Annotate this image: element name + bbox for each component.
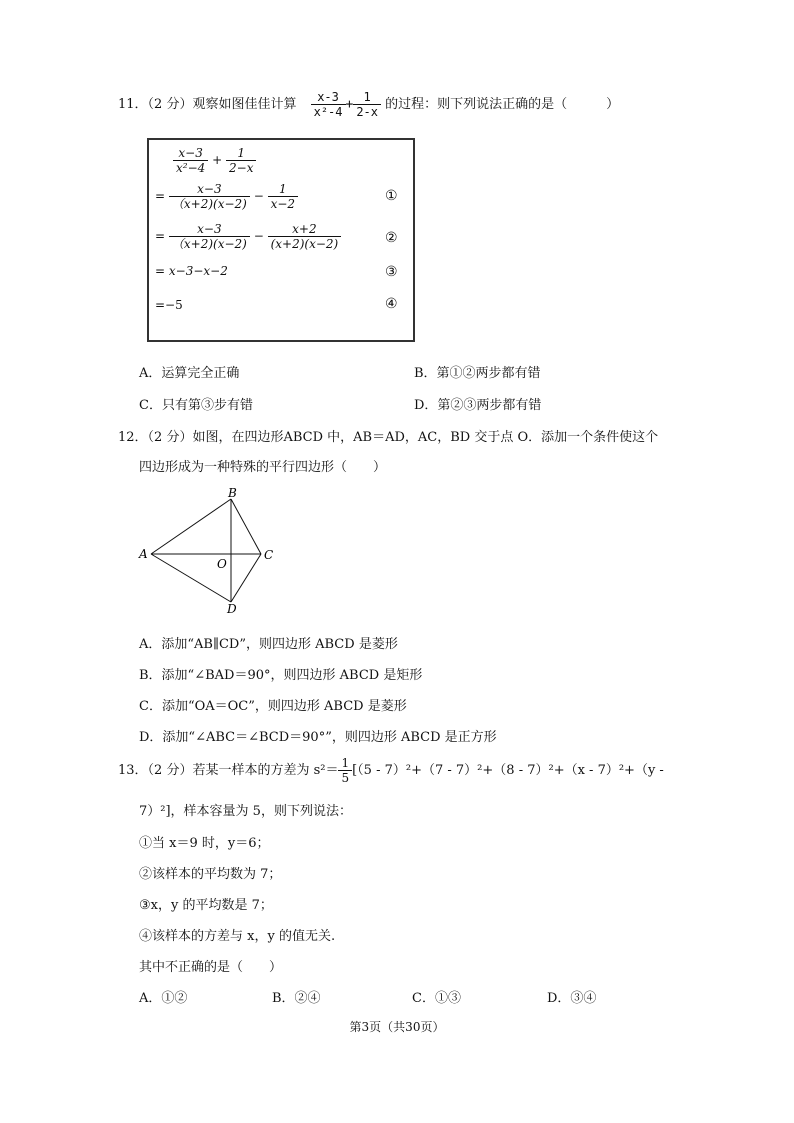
q13-option-a[interactable]: A．①② [139, 991, 188, 1006]
q11-suffix: 的过程：则下列说法正确的是（ ） [385, 97, 620, 112]
q11-option-a[interactable]: A．运算完全正确 [139, 366, 240, 381]
q13-option-c[interactable]: C．①③ [412, 991, 461, 1006]
q12-stem-line-1: 12．（2 分）如图，在四边形ABCD 中，AB＝AD，AC，BD 交于点 O．添加一个条件使这个 [118, 430, 659, 445]
q11-mark-1: ① [385, 188, 398, 204]
q13-option-d[interactable]: D．③④ [547, 991, 597, 1006]
q11-step-0: $\frac{x-3}{\text{x²−4}}$ + $\frac{1}{2-x}$ [173, 146, 256, 175]
q11-option-c[interactable]: C．只有第③步有错 [139, 398, 253, 413]
q11-prefix: 11．（2 分）观察如图佳佳计算 [118, 97, 297, 112]
q11-step-4: =−5 [155, 298, 183, 312]
q11-mark-2: ② [385, 230, 398, 246]
q11-fraction-2: $\frac{1}{2-x}$ [353, 90, 381, 119]
q11-step-1: = $\frac{x-3}{(x+2)(x-2)}$ − $\frac{1}{x-2}$ [155, 182, 298, 211]
q12-option-c[interactable]: C．添加“OA＝OC”，则四边形 ABCD 是菱形 [139, 699, 407, 714]
q13-question: 其中不正确的是（ ） [139, 960, 283, 975]
q12-stem-line-2: 四边形成为一种特殊的平行四边形（ ） [139, 460, 387, 475]
q11-option-d[interactable]: D．第②③两步都有错 [414, 398, 542, 413]
q13-stem-line-2: 7）²]，样本容量为 5，则下列说法： [139, 804, 352, 819]
q13-fraction: $\frac{1}{5}$ [338, 756, 352, 785]
edge-cd [231, 554, 261, 602]
label-o: O [217, 557, 227, 571]
q11-mark-3: ③ [385, 264, 398, 280]
page-footer: 第3页（共30页） [349, 1020, 445, 1034]
q11-mark-4: ④ [385, 296, 398, 312]
q13-statement-2: ②该样本的平均数为 7； [139, 867, 282, 882]
label-b: B [228, 486, 237, 500]
q13-stem-line-1: 13．（2 分）若某一样本的方差为 s²＝ $\frac{1}{5}$ [（5 - 7）²+（7 - 7）²+（8 - 7）²+（x - 7）²+（y - [118, 756, 664, 785]
edge-ab [151, 499, 231, 554]
q11-step-3: = x−3−x−2 [155, 264, 228, 278]
label-a: A [139, 547, 148, 561]
q11-step-2: = $\frac{x-3}{(x+2)(x-2)}$ − $\frac{x+2}{(x+2)(x-2)}$ [155, 222, 341, 251]
q13-statement-1: ①当 x＝9 时，y＝6； [139, 836, 270, 851]
q12-quadrilateral-figure [135, 482, 285, 618]
q13-statement-4: ④该样本的方差与 x，y 的值无关. [139, 929, 336, 944]
q13-option-b[interactable]: B．②④ [272, 991, 321, 1006]
label-d: D [227, 602, 237, 616]
q11-stem [118, 90, 619, 119]
q12-option-b[interactable]: B．添加“∠BAD＝90°，则四边形 ABCD 是矩形 [139, 668, 423, 683]
q13-statement-3: ③x，y 的平均数是 7； [139, 898, 273, 913]
label-c: C [264, 548, 274, 562]
q11-plus: + [345, 97, 354, 112]
q12-option-d[interactable]: D．添加“∠ABC＝∠BCD＝90°”，则四边形 ABCD 是正方形 [139, 730, 497, 745]
edge-bc [231, 499, 261, 554]
q11-fraction-1: $\frac{x-3}{\text{x²-4}}$ [311, 90, 346, 119]
q11-option-b[interactable]: B．第①②两步都有错 [414, 366, 541, 381]
q11-solution-box [147, 138, 415, 342]
q12-option-a[interactable]: A．添加“AB∥CD”，则四边形 ABCD 是菱形 [139, 637, 398, 652]
